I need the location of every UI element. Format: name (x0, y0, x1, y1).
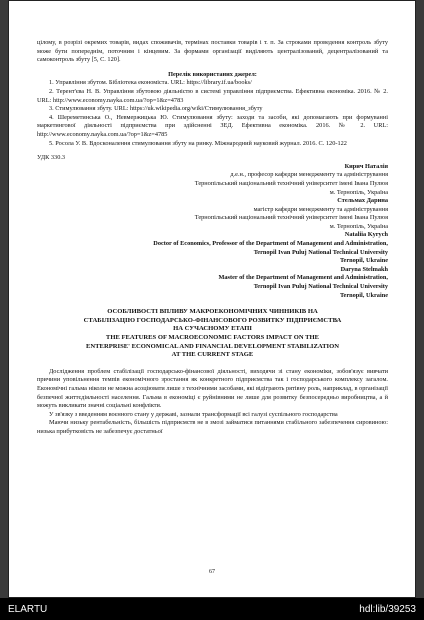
author-block-en-1 (37, 231, 388, 265)
author-name: Стельмах Дарина (337, 197, 388, 205)
author-name: Nataliia Kyrych (344, 231, 388, 239)
title-line: ENTERPRISE' ECONOMICAL AND FINANCIAL DEVELOPMENT STABILIZATION (86, 342, 339, 350)
author-city: Ternopil, Ukraine (339, 257, 388, 265)
author-block-ua-2 (37, 197, 388, 231)
article-body (37, 368, 388, 437)
article-title-en (37, 334, 388, 360)
author-city: м. Тернопіль, Україна (329, 188, 388, 196)
repository-footer-bar (0, 598, 424, 620)
author-block-en-2 (37, 266, 388, 300)
title-line: СТАБІЛІЗАЦІЮ ГОСПОДАРСЬКО-ФІНАНСОВОГО РОЗВИТКУ ПІДПРИЄМСТВА (83, 316, 342, 324)
author-block-ua-1 (37, 163, 388, 197)
author-position: магістр кафедри менеджменту та адміністрування (253, 205, 388, 213)
references-list (37, 79, 388, 148)
author-name: Кирич Наталія (344, 162, 388, 170)
author-position: д.е.н., професор кафедри менеджменту та адміністрування (230, 171, 388, 179)
title-line: НА СУЧАСНОМУ ЕТАПІ (173, 325, 252, 333)
reference-item: 4. Шереметинська О., Невмержицька Ю. Стимулювання збуту: заходи та засоби, які допомагають при формуванні маркетингової діяльності підприємства при здійсненні ЗЕД. Ефективна економіка. 2016. № 2. URL: http://www.economy.nayka.com.ua/?op=1&z=4785 (37, 113, 388, 138)
references-title: Перелік використаних джерел: (168, 70, 257, 78)
author-city: Ternopil, Ukraine (339, 291, 388, 299)
page-content (37, 39, 388, 437)
reference-item: 2. Терент'єва Н. В. Управління збутовою діяльністю в системі управління підприємства. Ефективна економіка. 2016. № 2. URL: http://www.economy.nayka.com.ua/?op=1&z=4783 (37, 87, 388, 104)
author-name: Daryna Stelmakh (340, 265, 388, 273)
author-city: м. Тернопіль, Україна (329, 222, 388, 230)
title-line: AT THE CURRENT STAGE (171, 351, 254, 359)
footer-left-label: ELARTU (8, 604, 48, 615)
author-affiliation: Ternopil Ivan Puluj National Technical University (253, 283, 388, 291)
author-position: Doctor of Economics, Professor of the Department of Management and Administration, (153, 240, 388, 248)
page-number: 67 (209, 569, 215, 575)
title-line: ОСОБЛИВОСТІ ВПЛИВУ МАКРОЕКОНОМІЧНИХ ЧИННИКІВ НА (107, 308, 318, 316)
body-paragraph: У зв'язку з введенням воєнного стану у державі, зазнали трансформації всі галузі суспільного господарства (49, 410, 338, 418)
udc-code: УДК 330.3 (37, 154, 66, 162)
title-line: THE FEATURES OF MACROECONOMIC FACTORS IMPACT ON THE (105, 334, 320, 341)
reference-item: 5. Росола У. В. Вдосконалення стимулювання збуту на ринку. Міжнародний науковий журнал. 2016. С. 120-122 (49, 139, 347, 147)
reference-item: 3. Стимулювання збуту. URL: https://uk.wikipedia.org/wiki/Стимулювання_збуту (49, 105, 263, 113)
body-paragraph: Маючи низьку рентабельність, більшість підприємств не в змозі займатися питаннями стабільного забезпечення сировиною: низька прибутковість не забезпечує достатньої (37, 419, 388, 435)
author-position: Master of the Department of Management and Administration, (218, 274, 388, 282)
body-paragraph: Дослідження проблем стабілізації господарсько-фінансової діяльності, виходячи зі стану економіки, зобов'язує вивчати причини уповільнення темпів економічного зростання як конкретного підприємства так і господарського комплексу загалом. Економічні гальма ніколи не можна асоціювати лише з технічними засобами, які відіграють рятівну роль, наприклад, в організації безпечної життєдіяльності населення. Гальма в економіці є руйнівними не лише для розвитку безпосередньо виробництва, а й можуть викликати значні соціальні конфлікти. (37, 367, 388, 410)
reference-item: 1. Управління збутом. Бібліотека економіста. URL: https://library.if.ua/books/ (49, 79, 252, 87)
document-page (8, 0, 416, 598)
top-paragraph: цілому, в розрізі окремих товарів, видах споживачів, термінах поставки товарів і т. п. За строками проведення контроль збуту може бути попереднім, поточним і кінцевим. За формами організації виділяють централізований, децентралізований та самоконтроль збуту [5, С. 120]. (37, 39, 388, 64)
author-affiliation: Тернопільський національний технічний університет імені Івана Пулюя (194, 179, 388, 187)
article-title-ua (37, 308, 388, 334)
footer-handle-link[interactable]: hdl:lib/39253 (359, 604, 416, 615)
author-affiliation: Ternopil Ivan Puluj National Technical University (253, 248, 388, 256)
author-affiliation: Тернопільський національний технічний університет імені Івана Пулюя (194, 214, 388, 222)
